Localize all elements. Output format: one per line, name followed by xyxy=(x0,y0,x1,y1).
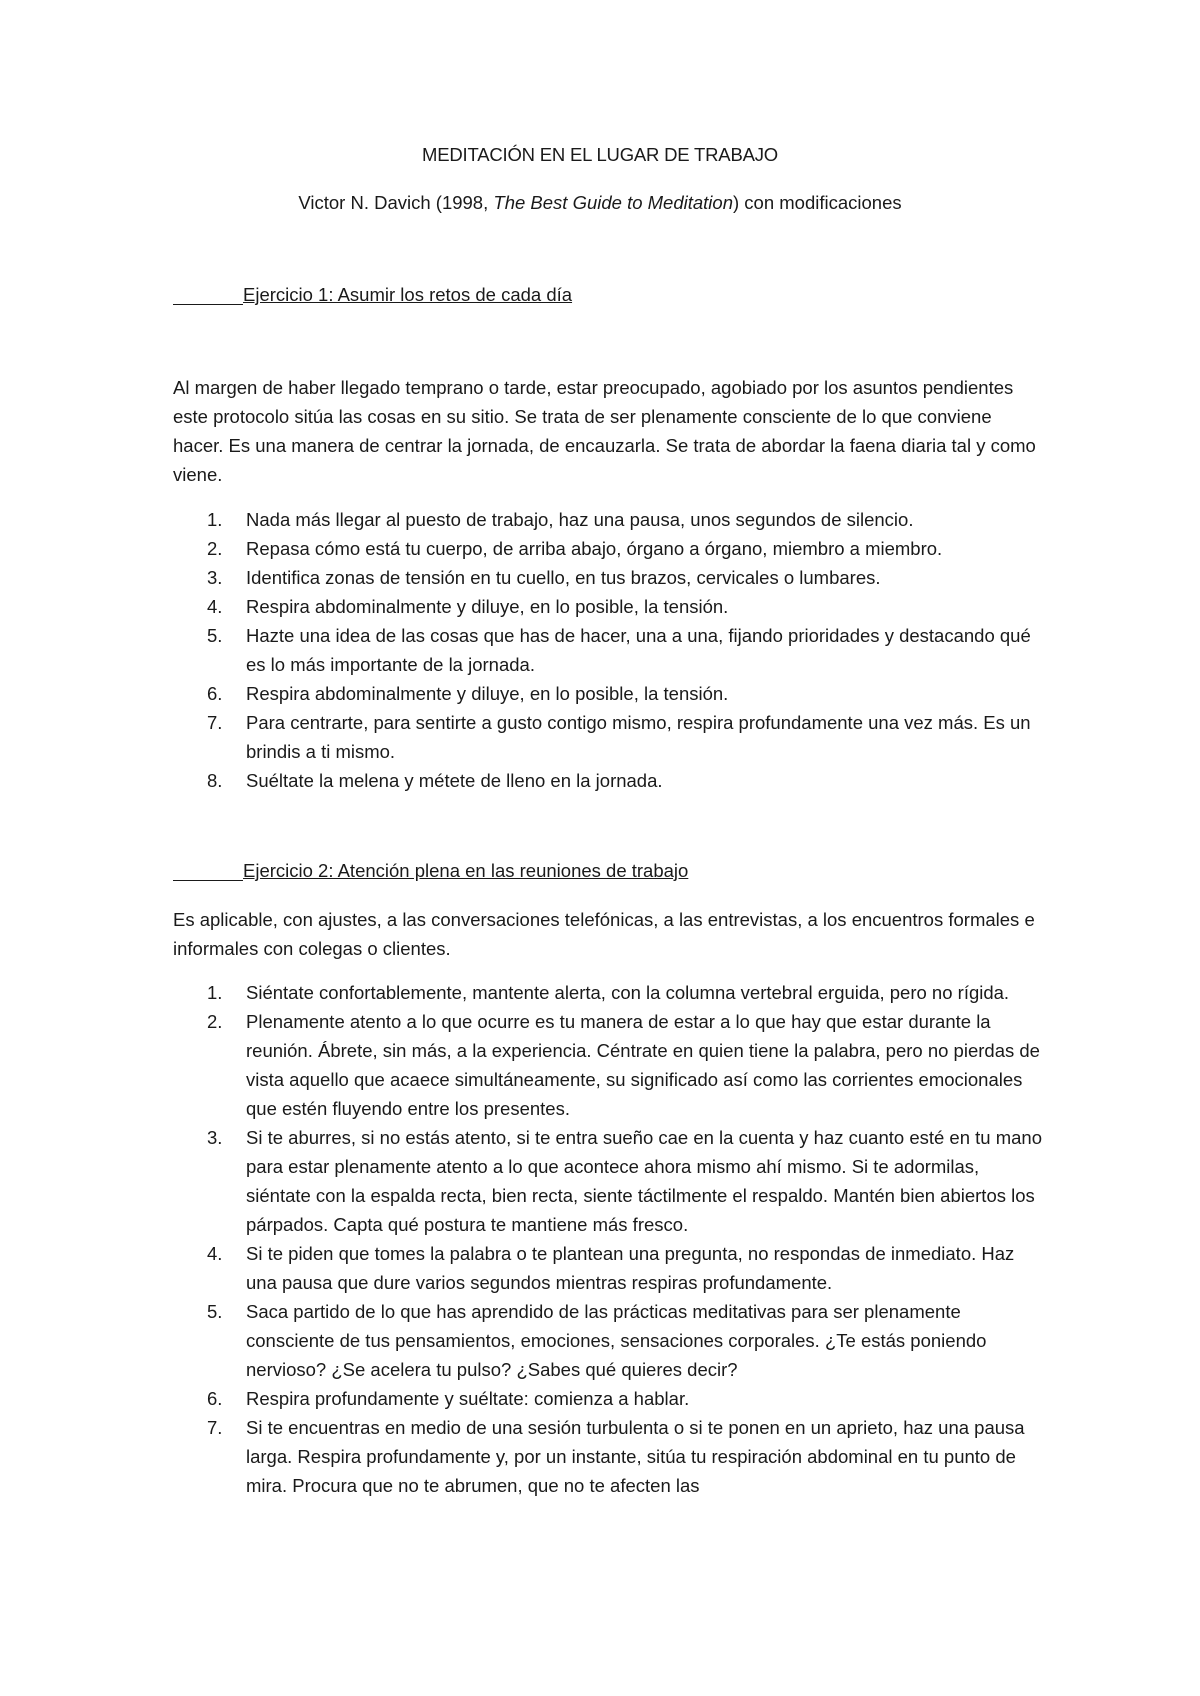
list-text: Para centrarte, para sentirte a gusto contigo mismo, respira profundamente una vez más. Es un brindis a ti mismo. xyxy=(246,712,1031,762)
list-item xyxy=(173,978,1043,1007)
exercise-2-steps xyxy=(173,978,1043,1500)
list-number: 4. xyxy=(207,1243,223,1264)
list-item xyxy=(173,1239,1043,1297)
subtitle-author: Victor N. Davich (1998, xyxy=(298,192,494,213)
list-item xyxy=(173,1384,1043,1413)
list-item xyxy=(173,621,1043,679)
list-text: Si te aburres, si no estás atento, si te entra sueño cae en la cuenta y haz cuanto esté en tu mano para estar plenamente atento a lo que acontece ahora mismo ahí mismo. Si te adormilas, siéntate con la espalda recta, bien recta, siente táctilmente el respaldo. Mantén bien abiertos los párpados. Capta qué postura te mantiene más fresco. xyxy=(246,1127,1042,1235)
exercise-1-heading-text: Ejercicio 1: Asumir los retos de cada día xyxy=(243,284,573,305)
list-text: Plenamente atento a lo que ocurre es tu manera de estar a lo que hay que estar durante la reunión. Ábrete, sin más, a la experiencia. Céntrate en quien tiene la palabra, pero no pierdas de vista aquello que acaece simultáneamente, su significado así como las corrientes emocionales que estén fluyendo entre los presentes. xyxy=(246,1011,1040,1119)
list-text: Respira abdominalmente y diluye, en lo posible, la tensión. xyxy=(246,596,729,617)
list-number: 1. xyxy=(207,509,223,530)
subtitle-suffix: ) con modificaciones xyxy=(733,192,902,213)
list-text: Respira abdominalmente y diluye, en lo posible, la tensión. xyxy=(246,683,729,704)
list-text: Nada más llegar al puesto de trabajo, haz una pausa, unos segundos de silencio. xyxy=(246,509,914,530)
list-item xyxy=(173,534,1043,563)
list-text: Saca partido de lo que has aprendido de las prácticas meditativas para ser plenamente consciente de tus pensamientos, emociones, sensaciones corporales. ¿Te estás poniendo nervioso? ¿Se acelera tu pulso? ¿Sabes qué quieres decir? xyxy=(246,1301,987,1380)
exercise-2-heading xyxy=(173,860,688,882)
list-number: 2. xyxy=(207,538,223,559)
list-item xyxy=(173,563,1043,592)
list-number: 3. xyxy=(207,1127,223,1148)
list-item xyxy=(173,766,1043,795)
list-text: Hazte una idea de las cosas que has de hacer, una a una, fijando prioridades y destacando qué es lo más importante de la jornada. xyxy=(246,625,1031,675)
exercise-1-intro: Al margen de haber llegado temprano o tarde, estar preocupado, agobiado por los asuntos pendientes este protocolo sitúa las cosas en su sitio. Se trata de ser plenamente consciente de lo que conviene hacer. Es una manera de centrar la jornada, de encauzarla. Se trata de abordar la faena diaria tal y como viene. xyxy=(173,377,1036,485)
list-item xyxy=(173,1413,1043,1500)
list-item xyxy=(173,679,1043,708)
list-text: Respira profundamente y suéltate: comienza a hablar. xyxy=(246,1388,690,1409)
list-text: Identifica zonas de tensión en tu cuello, en tus brazos, cervicales o lumbares. xyxy=(246,567,881,588)
exercise-2-heading-text: Ejercicio 2: Atención plena en las reuniones de trabajo xyxy=(243,860,689,881)
list-number: 6. xyxy=(207,1388,223,1409)
document-title: MEDITACIÓN EN EL LUGAR DE TRABAJO xyxy=(422,144,778,165)
list-text: Repasa cómo está tu cuerpo, de arriba abajo, órgano a órgano, miembro a miembro. xyxy=(246,538,943,559)
list-item xyxy=(173,592,1043,621)
list-number: 3. xyxy=(207,567,223,588)
heading-underline-lead xyxy=(173,860,243,881)
list-number: 1. xyxy=(207,982,223,1003)
list-text: Si te piden que tomes la palabra o te plantean una pregunta, no respondas de inmediato. Haz una pausa que dure varios segundos mientras respiras profundamente. xyxy=(246,1243,1015,1293)
exercise-2-intro: Es aplicable, con ajustes, a las conversaciones telefónicas, a las entrevistas, a los encuentros formales e informales con colegas o clientes. xyxy=(173,909,1035,959)
list-number: 7. xyxy=(207,712,223,733)
list-item xyxy=(173,708,1043,766)
list-item xyxy=(173,1297,1043,1384)
list-number: 4. xyxy=(207,596,223,617)
list-item xyxy=(173,1007,1043,1123)
exercise-1-steps xyxy=(173,505,1043,795)
list-number: 2. xyxy=(207,1011,223,1032)
subtitle-book-title: The Best Guide to Meditation xyxy=(493,192,733,213)
list-number: 7. xyxy=(207,1417,223,1438)
heading-underline-lead xyxy=(173,284,243,305)
list-number: 6. xyxy=(207,683,223,704)
list-text: Siéntate confortablemente, mantente alerta, con la columna vertebral erguida, pero no rígida. xyxy=(246,982,1010,1003)
list-item xyxy=(173,505,1043,534)
document-subtitle xyxy=(0,192,1200,214)
list-text: Suéltate la melena y métete de lleno en la jornada. xyxy=(246,770,663,791)
list-text: Si te encuentras en medio de una sesión turbulenta o si te ponen en un aprieto, haz una pausa larga. Respira profundamente y, por un instante, sitúa tu respiración abdominal en tu punto de mira. Procura que no te abrumen, que no te afecten las xyxy=(246,1417,1025,1496)
exercise-1-heading xyxy=(173,284,572,306)
list-number: 5. xyxy=(207,625,223,646)
list-item xyxy=(173,1123,1043,1239)
list-number: 8. xyxy=(207,770,223,791)
list-number: 5. xyxy=(207,1301,223,1322)
